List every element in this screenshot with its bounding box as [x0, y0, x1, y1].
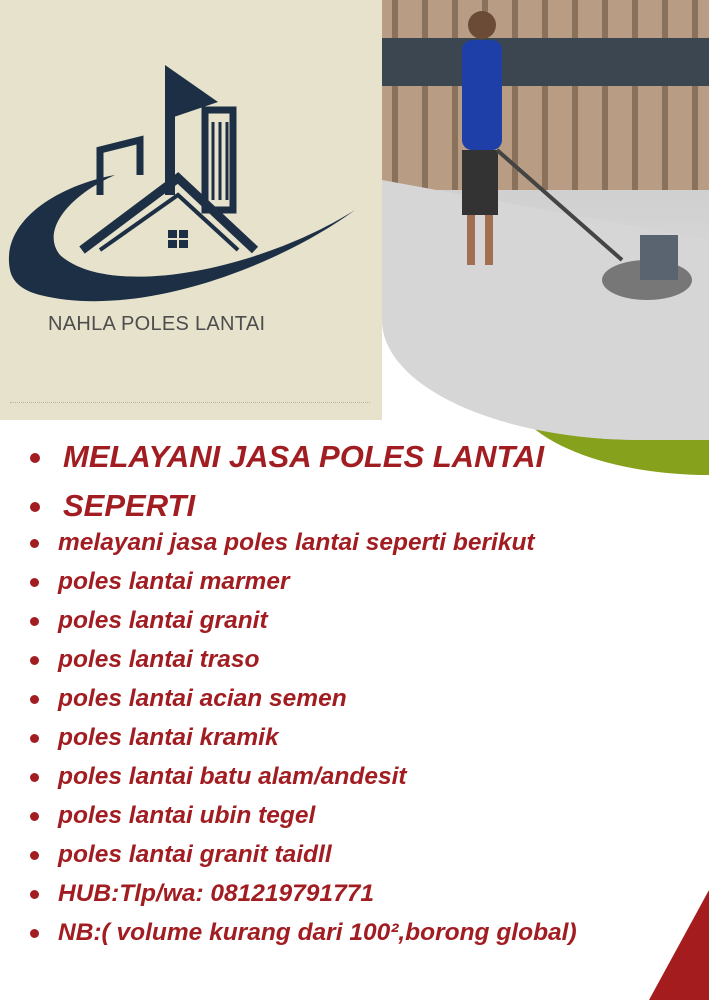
- service-list: [28, 432, 577, 959]
- note-item: NB:( volume kurang dari 100²,borong global): [28, 920, 577, 959]
- list-item: poles lantai kramik: [28, 725, 577, 764]
- heading-line: MELAYANI JASA POLES LANTAI: [28, 432, 577, 481]
- divider: [10, 402, 370, 403]
- list-item: poles lantai marmer: [28, 569, 577, 608]
- brand-name: NAHLA POLES LANTAI: [48, 313, 266, 335]
- heading-line: SEPERTI: [28, 481, 577, 530]
- red-accent-shape: [649, 890, 709, 1000]
- list-item: poles lantai acian semen: [28, 686, 577, 725]
- list-item: poles lantai traso: [28, 647, 577, 686]
- list-item: poles lantai granit: [28, 608, 577, 647]
- list-item: poles lantai batu alam/andesit: [28, 764, 577, 803]
- logo-panel: [0, 0, 382, 420]
- floor-polishing-photo: [382, 0, 709, 440]
- list-item: poles lantai granit taidll: [28, 842, 577, 881]
- contact-item: HUB:Tlp/wa: 081219791771: [28, 881, 577, 920]
- building-logo-icon: [0, 0, 382, 310]
- list-item: poles lantai ubin tegel: [28, 803, 577, 842]
- list-item: melayani jasa poles lantai seperti berikut: [28, 530, 577, 569]
